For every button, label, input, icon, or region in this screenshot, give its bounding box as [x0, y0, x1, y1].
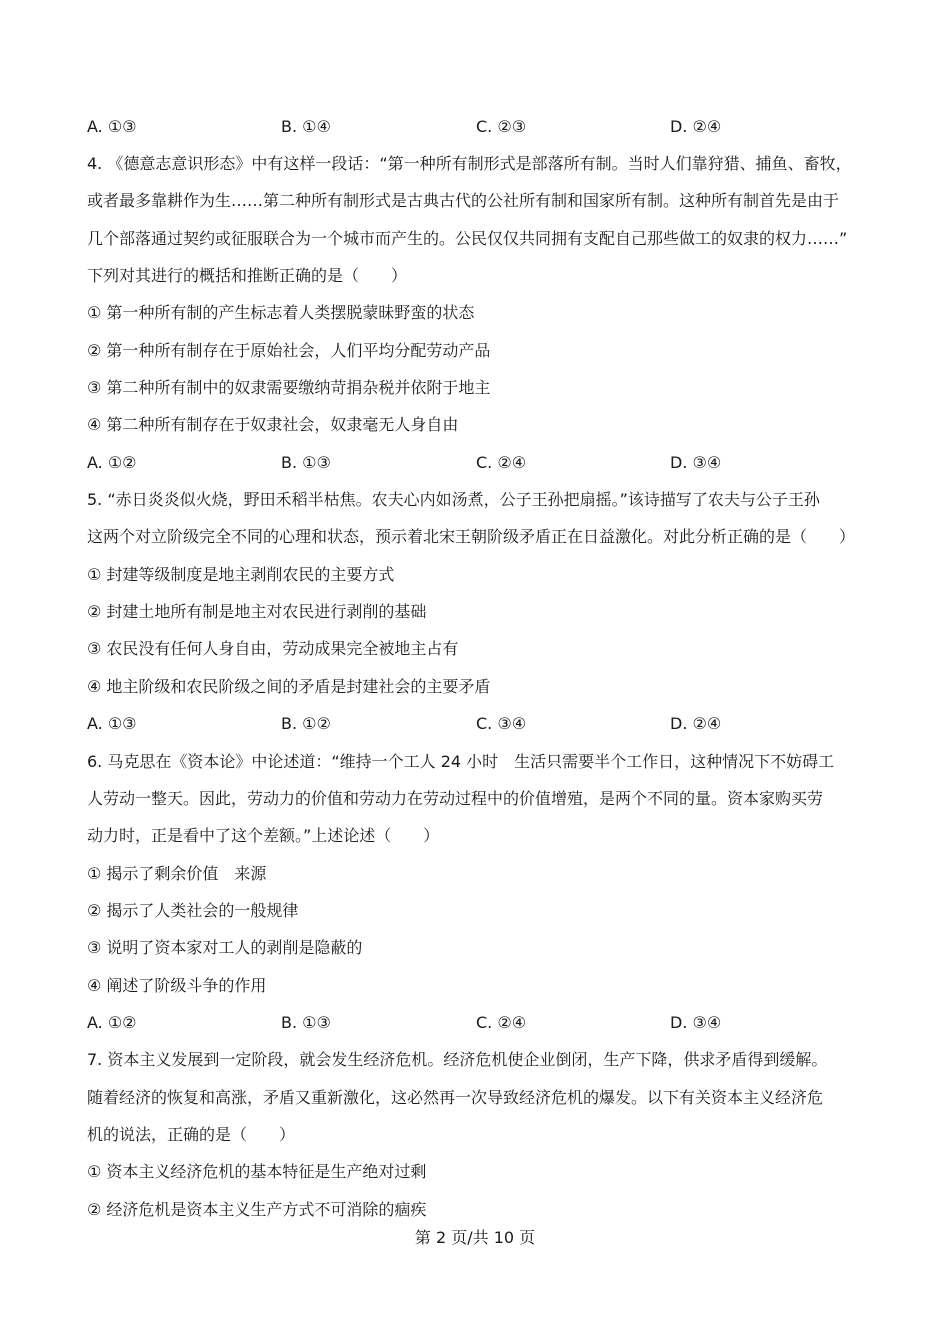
- q4-stem-line: 4. 《德意志意识形态》中有这样一段话：“第一种所有制形式是部落所有制。当时人们靠狩猎、捕鱼、畜牧，: [87, 154, 852, 173]
- q4-stem-line: 下列对其进行的概括和推断正确的是（ ）: [87, 266, 408, 285]
- q5-option-b[interactable]: B. ①②: [281, 714, 331, 733]
- q6-option-b[interactable]: B. ①③: [281, 1013, 331, 1032]
- q4-statement-1: ① 第一种所有制的产生标志着人类摆脱蒙昧野蛮的状态: [87, 303, 475, 322]
- q6-option-a[interactable]: A. ①②: [87, 1013, 137, 1032]
- q3-option-a[interactable]: A. ①③: [87, 117, 137, 136]
- q5-statement-2: ② 封建土地所有制是地主对农民进行剥削的基础: [87, 602, 427, 621]
- q5-option-d[interactable]: D. ②④: [670, 714, 722, 733]
- q5-options: [87, 714, 887, 734]
- q6-option-d[interactable]: D. ③④: [670, 1013, 722, 1032]
- q6-option-c[interactable]: C. ②④: [476, 1013, 527, 1032]
- q4-statement-4: ④ 第二种所有制存在于奴隶社会，奴隶毫无人身自由: [87, 415, 459, 434]
- q4-option-d[interactable]: D. ③④: [670, 453, 722, 472]
- q5-statement-3: ③ 农民没有任何人身自由，劳动成果完全被地主占有: [87, 639, 459, 658]
- q5-statement-4: ④ 地主阶级和农民阶级之间的矛盾是封建社会的主要矛盾: [87, 677, 491, 696]
- q6-stem-line: 6. 马克思在《资本论》中论述道：“维持一个工人 24 小时 生活只需要半个工作日，这种情况下不妨碍工: [87, 752, 835, 771]
- q4-option-b[interactable]: B. ①③: [281, 453, 331, 472]
- q7-stem-line: 机的说法，正确的是（ ）: [87, 1125, 296, 1144]
- q5-statement-1: ① 封建等级制度是地主剥削农民的主要方式: [87, 565, 395, 584]
- q5-stem-line: 5. “赤日炎炎似火烧，野田禾稻半枯焦。农夫心内如汤煮，公子王孙把扇摇。”该诗描写了农夫与公子王孙: [87, 490, 820, 509]
- q4-option-a[interactable]: A. ①②: [87, 453, 137, 472]
- q5-option-a[interactable]: A. ①③: [87, 714, 137, 733]
- q6-statement-4: ④ 阐述了阶级斗争的作用: [87, 976, 267, 995]
- q6-stem-line: 动力时，正是看中了这个差额。”上述论述（ ）: [87, 826, 440, 845]
- q6-statement-1: ① 揭示了剩余价值 来源: [87, 864, 267, 883]
- q4-stem-line: 几个部落通过契约或征服联合为一个城市而产生的。公民仅仅共同拥有支配自己那些做工的奴隶的权力……”: [87, 229, 848, 248]
- q3-option-b[interactable]: B. ①④: [281, 117, 331, 136]
- q4-statement-2: ② 第一种所有制存在于原始社会，人们平均分配劳动产品: [87, 341, 491, 360]
- q6-statement-2: ② 揭示了人类社会的一般规律: [87, 901, 299, 920]
- q5-option-c[interactable]: C. ③④: [476, 714, 527, 733]
- q7-statement-2: ② 经济危机是资本主义生产方式不可消除的痼疾: [87, 1200, 427, 1219]
- q6-options: [87, 1013, 887, 1033]
- q6-stem-line: 人劳动一整天。因此，劳动力的价值和劳动力在劳动过程中的价值增殖，是两个不同的量。资本家购买劳: [87, 789, 824, 808]
- q4-statement-3: ③ 第二种所有制中的奴隶需要缴纳苛捐杂税并依附于地主: [87, 378, 491, 397]
- q5-stem-line: 这两个对立阶级完全不同的心理和状态，预示着北宋王朝阶级矛盾正在日益激化。对此分析正确的是（ ）: [87, 527, 856, 546]
- q7-stem-line: 随着经济的恢复和高涨，矛盾又重新激化，这必然再一次导致经济危机的爆发。以下有关资本主义经济危: [87, 1088, 824, 1107]
- q3-options: [87, 117, 887, 137]
- page-number-footer: 第 2 页/共 10 页: [414, 1228, 536, 1247]
- q7-stem-line: 7. 资本主义发展到一定阶段，就会发生经济危机。经济危机使企业倒闭，生产下降，供求矛盾得到缓解。: [87, 1050, 828, 1069]
- q3-option-c[interactable]: C. ②③: [476, 117, 527, 136]
- q4-options: [87, 453, 887, 473]
- q3-option-d[interactable]: D. ②④: [670, 117, 722, 136]
- q6-statement-3: ③ 说明了资本家对工人的剥削是隐蔽的: [87, 938, 363, 957]
- q4-option-c[interactable]: C. ②④: [476, 453, 527, 472]
- q4-stem-line: 或者最多靠耕作为生……第二种所有制形式是古典古代的公社所有制和国家所有制。这种所有制首先是由于: [87, 191, 840, 210]
- q7-statement-1: ① 资本主义经济危机的基本特征是生产绝对过剩: [87, 1162, 427, 1181]
